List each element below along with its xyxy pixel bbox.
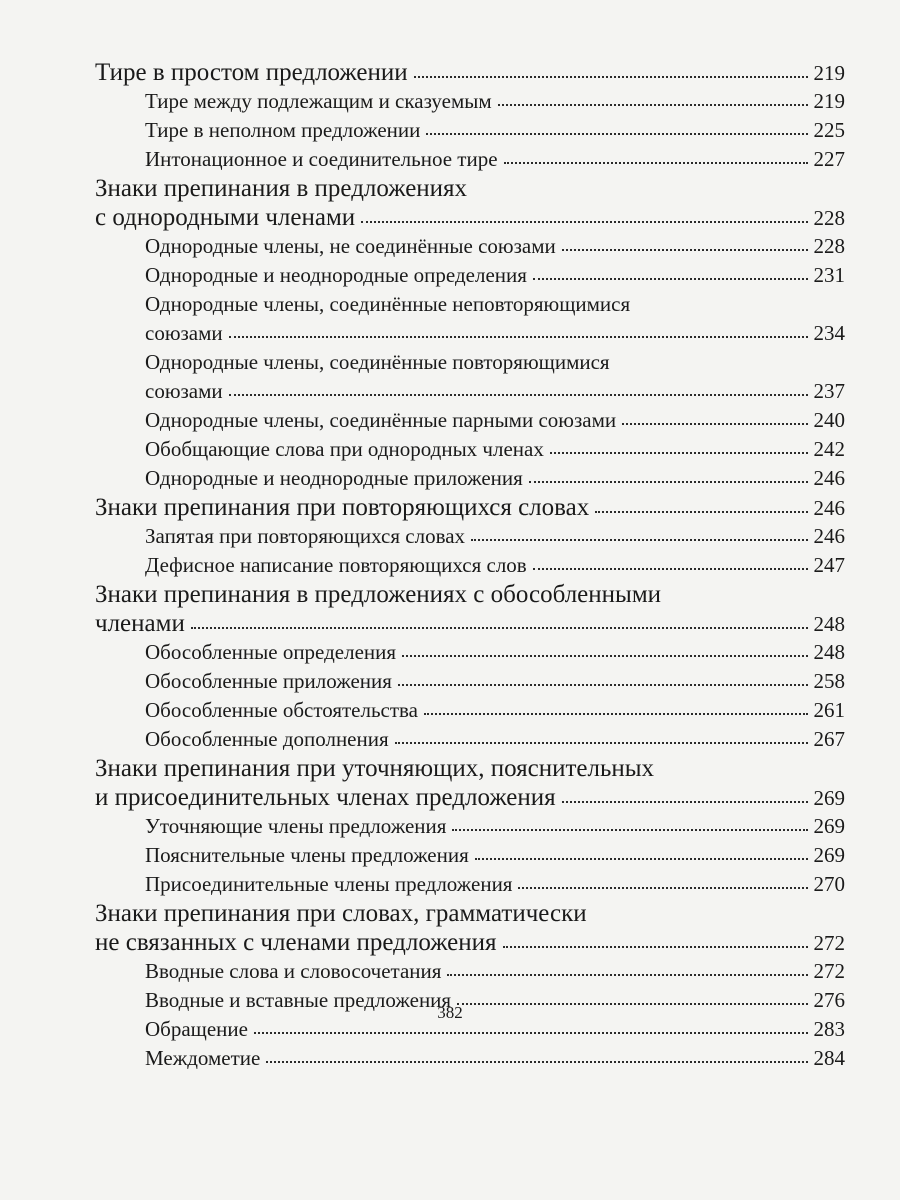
page-number: 382 (437, 1003, 463, 1022)
toc-subsection (95, 232, 845, 261)
toc-entry-title: Интонационное и соединительное тире (145, 147, 498, 171)
dot-leader (266, 1061, 808, 1063)
toc-entry-row (145, 870, 845, 899)
toc-entry-title: Обращение (145, 1017, 248, 1041)
toc-subsection (95, 435, 845, 464)
toc-entry-title: Запятая при повторяющихся словах (145, 524, 466, 548)
toc-entry-row (145, 522, 845, 551)
toc-page-number: 231 (813, 263, 845, 287)
toc-entry-title: Однородные члены, не соединённые союзами (145, 234, 556, 258)
toc-entry-row (145, 1044, 845, 1073)
dot-leader (452, 829, 808, 831)
toc-entry-title-line: Однородные члены, соединённые повторяющимися (145, 350, 610, 374)
toc-entry-row (145, 406, 845, 435)
toc-page-number: 240 (813, 408, 845, 432)
toc-subsection (95, 667, 845, 696)
dot-leader (562, 801, 808, 803)
toc-subsection (95, 870, 845, 899)
toc-page-number: 270 (813, 872, 845, 896)
toc-entry-row (145, 696, 845, 725)
table-of-contents (95, 58, 845, 1073)
dot-leader (595, 511, 808, 513)
toc-entry-title: Однородные и неоднородные приложения (145, 466, 523, 490)
dot-leader (191, 627, 808, 629)
toc-section (95, 580, 845, 638)
toc-page-number: 261 (813, 698, 845, 722)
toc-section (95, 493, 845, 522)
toc-subsection (95, 638, 845, 667)
toc-page-number: 267 (813, 727, 845, 751)
toc-subsection (95, 464, 845, 493)
dot-leader (533, 278, 808, 280)
toc-entry-row (145, 145, 845, 174)
toc-entry-title: Тире в неполном предложении (145, 118, 421, 142)
toc-page-number: 247 (813, 553, 845, 577)
toc-page-number: 234 (813, 321, 845, 345)
toc-entry-title: членами (95, 610, 185, 637)
toc-page-number: 219 (813, 61, 845, 85)
toc-page-number: 248 (813, 612, 845, 636)
dot-leader (475, 858, 808, 860)
toc-subsection (95, 551, 845, 580)
toc-section (95, 754, 845, 812)
toc-entry-row (95, 493, 845, 522)
toc-entry-title: и присоединительных членах предложения (95, 784, 556, 811)
toc-section (95, 899, 845, 957)
dot-leader (229, 394, 808, 396)
toc-entry-title-line: Знаки препинания в предложениях (95, 175, 468, 202)
toc-entry-row (145, 464, 845, 493)
dot-leader (398, 684, 808, 686)
toc-entry-row (145, 232, 845, 261)
dot-leader (229, 336, 808, 338)
toc-entry-title: Обособленные дополнения (145, 727, 389, 751)
toc-page-number: 269 (813, 843, 845, 867)
toc-entry-row (145, 87, 845, 116)
toc-entry-row (95, 203, 845, 232)
toc-page-number: 269 (813, 786, 845, 810)
toc-subsection (95, 261, 845, 290)
toc-subsection (95, 1044, 845, 1073)
toc-entry-title-line: Знаки препинания при уточняющих, пояснительных (95, 755, 655, 782)
toc-entry-title: союзами (145, 321, 223, 345)
dot-leader (414, 76, 808, 78)
toc-entry-title: Вводные слова и словосочетания (145, 959, 442, 983)
dot-leader (529, 481, 808, 483)
toc-entry-title: с однородными членами (95, 204, 356, 231)
toc-entry-title: Дефисное написание повторяющихся слов (145, 553, 527, 577)
toc-entry-title: Присоединительные члены предложения (145, 872, 513, 896)
toc-subsection (95, 957, 845, 986)
toc-subsection (95, 696, 845, 725)
dot-leader (402, 655, 808, 657)
toc-entry-row (145, 841, 845, 870)
toc-page-number: 227 (813, 147, 845, 171)
dot-leader (424, 713, 808, 715)
toc-page-number: 228 (813, 234, 845, 258)
toc-page-number: 272 (813, 931, 845, 955)
dot-leader (518, 887, 808, 889)
dot-leader (426, 133, 808, 135)
toc-subsection (95, 725, 845, 754)
toc-page-number: 258 (813, 669, 845, 693)
toc-entry-title: Однородные члены, соединённые парными союзами (145, 408, 617, 432)
toc-subsection (95, 145, 845, 174)
toc-entry-title: Знаки препинания при повторяющихся словах (95, 494, 590, 521)
toc-subsection (95, 116, 845, 145)
toc-entry-title: Тире между подлежащим и сказуемым (145, 89, 492, 113)
toc-entry-row (145, 638, 845, 667)
toc-subsection (95, 812, 845, 841)
toc-entry-row (145, 957, 845, 986)
toc-entry-row (95, 58, 845, 87)
toc-entry-title: не связанных с членами предложения (95, 929, 497, 956)
toc-page-number: 272 (813, 959, 845, 983)
toc-page-number: 242 (813, 437, 845, 461)
toc-subsection (95, 406, 845, 435)
toc-page-number: 248 (813, 640, 845, 664)
toc-entry-title: Тире в простом предложении (95, 59, 408, 86)
dot-leader (622, 423, 808, 425)
toc-page-number: 269 (813, 814, 845, 838)
toc-entry-row (95, 783, 845, 812)
toc-subsection (95, 87, 845, 116)
toc-entry-title-line: Знаки препинания при словах, грамматически (95, 900, 587, 927)
toc-entry-title: Междометие (145, 1046, 261, 1070)
toc-entry-row (145, 261, 845, 290)
toc-entry-row (145, 551, 845, 580)
toc-subsection (95, 348, 845, 406)
toc-entry-row (145, 319, 845, 348)
toc-entry-row (145, 725, 845, 754)
dot-leader (550, 452, 808, 454)
toc-section (95, 174, 845, 232)
toc-page-number: 246 (813, 496, 845, 520)
toc-entry-row (145, 667, 845, 696)
toc-entry-row (145, 116, 845, 145)
toc-entry-title: союзами (145, 379, 223, 403)
toc-page-number: 225 (813, 118, 845, 142)
toc-entry-title: Обобщающие слова при однородных членах (145, 437, 544, 461)
dot-leader (498, 104, 808, 106)
toc-entry-title: Вводные и вставные предложения (145, 988, 452, 1012)
toc-page-number: 246 (813, 466, 845, 490)
toc-entry-row (145, 812, 845, 841)
dot-leader (447, 974, 808, 976)
dot-leader (254, 1032, 808, 1034)
toc-page-number: 237 (813, 379, 845, 403)
dot-leader (471, 539, 808, 541)
dot-leader (503, 946, 808, 948)
toc-subsection (95, 522, 845, 551)
toc-entry-row (95, 928, 845, 957)
dot-leader (395, 742, 808, 744)
toc-entry-title: Обособленные обстоятельства (145, 698, 418, 722)
toc-entry-row (145, 377, 845, 406)
toc-entry-title: Пояснительные члены предложения (145, 843, 469, 867)
toc-page-number: 283 (813, 1017, 845, 1041)
toc-subsection (95, 841, 845, 870)
toc-section (95, 58, 845, 87)
toc-entry-title-line: Знаки препинания в предложениях с обособленными (95, 581, 662, 608)
toc-entry-title: Однородные и неоднородные определения (145, 263, 527, 287)
toc-page-number: 276 (813, 988, 845, 1012)
toc-entry-row (145, 435, 845, 464)
dot-leader (504, 162, 808, 164)
dot-leader (533, 568, 808, 570)
toc-page-number: 246 (813, 524, 845, 548)
toc-subsection (95, 290, 845, 348)
toc-entry-title: Уточняющие члены предложения (145, 814, 447, 838)
toc-page-number: 219 (813, 89, 845, 113)
toc-entry-title-line: Однородные члены, соединённые неповторяющимися (145, 292, 631, 316)
dot-leader (361, 221, 808, 223)
toc-entry-title: Обособленные определения (145, 640, 397, 664)
toc-page-number: 284 (813, 1046, 845, 1070)
toc-page-number: 228 (813, 206, 845, 230)
toc-entry-title: Обособленные приложения (145, 669, 392, 693)
toc-entry-row (95, 609, 845, 638)
dot-leader (562, 249, 808, 251)
